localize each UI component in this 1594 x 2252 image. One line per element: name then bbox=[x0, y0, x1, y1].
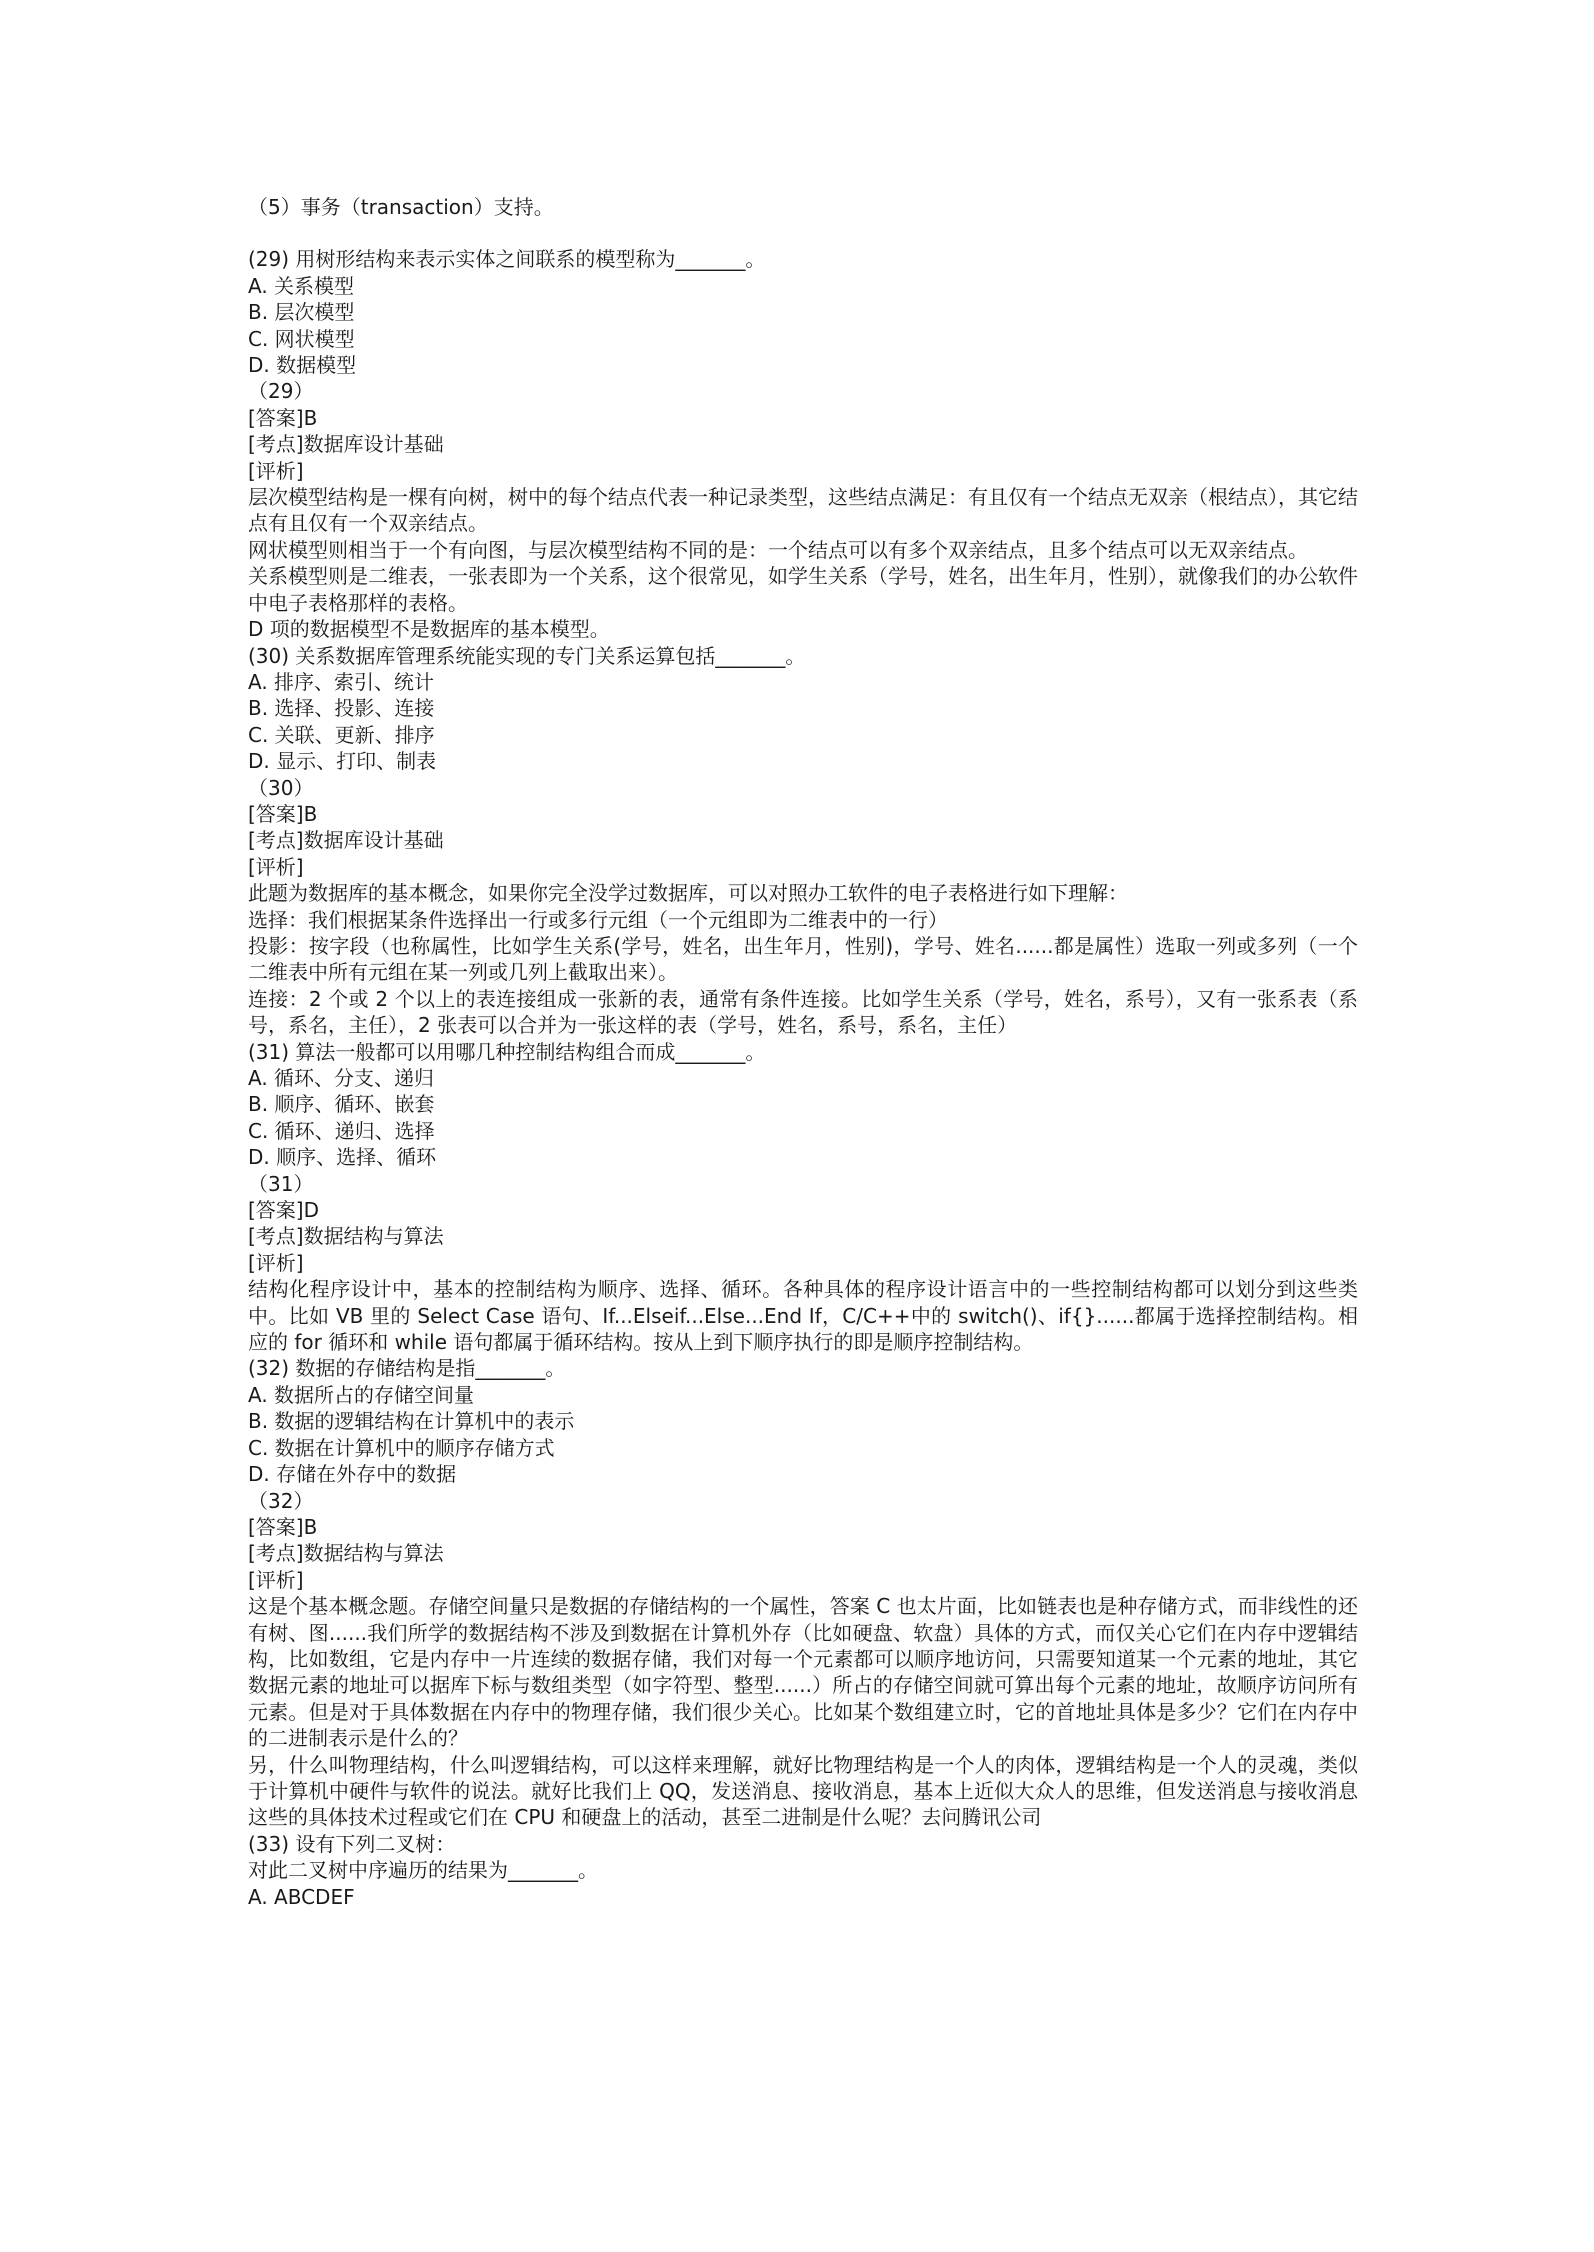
analysis-paragraph: 连接：2 个或 2 个以上的表连接组成一张新的表，通常有条件连接。比如学生关系（学号，姓名，系号），又有一张系表（系号，系名，主任），2 张表可以合并为一张这样的表（学号，姓名，系号，系名，主任） bbox=[248, 986, 1358, 1038]
document-page bbox=[248, 194, 1358, 1910]
analysis-paragraph: 层次模型结构是一棵有向树，树中的每个结点代表一种记录类型，这些结点满足：有且仅有一个结点无双亲（根结点），其它结点有且仅有一个双亲结点。 bbox=[248, 485, 1358, 536]
option-d: D. 显示、打印、制表 bbox=[248, 749, 437, 774]
spacer bbox=[248, 220, 1358, 246]
option-a: A. 循环、分支、递归 bbox=[248, 1066, 435, 1090]
option-b: B. 数据的逻辑结构在计算机中的表示 bbox=[248, 1409, 575, 1434]
analysis-paragraph: 投影：按字段（也称属性，比如学生关系(学号，姓名，出生年月，性别)，学号、姓名......都是属性）选取一列或多列（一个二维表中所有元组在某一列或几列上截取出来）。 bbox=[248, 933, 1358, 985]
option-a: A. 关系模型 bbox=[248, 273, 355, 298]
topic-line: [考点]数据库设计基础 bbox=[248, 828, 444, 853]
analysis-paragraph: 结构化程序设计中，基本的控制结构为顺序、选择、循环。各种具体的程序设计语言中的一些控制结构都可以划分到这些类中。比如 VB 里的 Select Case 语句、If...Elseif...Else...End If，C/C++中的 switch()、if{}......都属于选择控制结构。相应的 for 循环和 while 语句都属于循环结构。按从上到下顺序执行的即是顺序控制结构。 bbox=[248, 1277, 1358, 1355]
topic-line: [考点]数据结构与算法 bbox=[248, 1541, 444, 1566]
question-stem: (31) 算法一般都可以用哪几种控制结构组合而成_______。 bbox=[248, 1039, 766, 1064]
option-c: C. 数据在计算机中的顺序存储方式 bbox=[248, 1435, 555, 1460]
analysis-label: [评析] bbox=[248, 1567, 304, 1592]
topic-line: [考点]数据库设计基础 bbox=[248, 432, 444, 457]
analysis-paragraph: 此题为数据库的基本概念，如果你完全没学过数据库，可以对照办工软件的电子表格进行如下理解： bbox=[248, 881, 1128, 906]
analysis-label: [评析] bbox=[248, 1250, 304, 1275]
option-b: B. 选择、投影、连接 bbox=[248, 696, 435, 721]
option-c: C. 网状模型 bbox=[248, 326, 355, 351]
topic-line: [考点]数据结构与算法 bbox=[248, 1224, 444, 1249]
question-number-label: （31） bbox=[248, 1171, 314, 1196]
question-31 bbox=[248, 1039, 1358, 1356]
analysis-paragraph: 网状模型则相当于一个有向图，与层次模型结构不同的是：一个结点可以有多个双亲结点，且多个结点可以无双亲结点。 bbox=[248, 537, 1308, 562]
question-stem: (33) 设有下列二叉树： bbox=[248, 1831, 456, 1856]
question-number-label: （29） bbox=[248, 379, 314, 404]
option-b: B. 顺序、循环、嵌套 bbox=[248, 1092, 435, 1117]
question-number-label: （30） bbox=[248, 775, 314, 800]
option-a: A. 排序、索引、统计 bbox=[248, 669, 435, 694]
option-a: A. ABCDEF bbox=[248, 1884, 355, 1909]
answer-line: [答案]B bbox=[248, 405, 318, 430]
analysis-label: [评析] bbox=[248, 854, 304, 879]
analysis-label: [评析] bbox=[248, 458, 304, 483]
analysis-paragraph: 关系模型则是二维表，一张表即为一个关系，这个很常见，如学生关系（学号，姓名，出生年月，性别），就像我们的办公软件中电子表格那样的表格。 bbox=[248, 564, 1358, 615]
question-prompt: 对此二叉树中序遍历的结果为_______。 bbox=[248, 1858, 598, 1883]
option-d: D. 数据模型 bbox=[248, 353, 357, 378]
option-d: D. 存储在外存中的数据 bbox=[248, 1462, 457, 1487]
question-30 bbox=[248, 643, 1358, 1039]
answer-line: [答案]D bbox=[248, 1198, 320, 1223]
answer-line: [答案]B bbox=[248, 801, 318, 826]
intro-line: （5）事务（transaction）支持。 bbox=[248, 195, 554, 219]
question-number-label: （32） bbox=[248, 1488, 314, 1513]
question-stem: (29) 用树形结构来表示实体之间联系的模型称为_______。 bbox=[248, 247, 766, 272]
analysis-paragraph: D 项的数据模型不是数据库的基本模型。 bbox=[248, 617, 610, 642]
option-c: C. 关联、更新、排序 bbox=[248, 722, 435, 747]
analysis-paragraph: 选择：我们根据某条件选择出一行或多行元组（一个元组即为二维表中的一行） bbox=[248, 907, 948, 932]
answer-line: [答案]B bbox=[248, 1514, 318, 1539]
option-c: C. 循环、递归、选择 bbox=[248, 1118, 435, 1143]
question-stem: (32) 数据的存储结构是指_______。 bbox=[248, 1356, 566, 1381]
question-stem: (30) 关系数据库管理系统能实现的专门关系运算包括_______。 bbox=[248, 643, 806, 668]
option-d: D. 顺序、选择、循环 bbox=[248, 1145, 437, 1170]
analysis-paragraph: 另，什么叫物理结构，什么叫逻辑结构，可以这样来理解，就好比物理结构是一个人的肉体，逻辑结构是一个人的灵魂，类似于计算机中硬件与软件的说法。就好比我们上 QQ，发送消息、接收消息，基本上近似大众人的思维，但发送消息与接收消息这些的具体技术过程或它们在 CPU 和硬盘上的活动，甚至二进制是什么呢？去问腾讯公司 bbox=[248, 1752, 1358, 1830]
option-a: A. 数据所占的存储空间量 bbox=[248, 1382, 475, 1407]
question-32 bbox=[248, 1355, 1358, 1830]
option-b: B. 层次模型 bbox=[248, 300, 355, 325]
analysis-paragraph: 这是个基本概念题。存储空间量只是数据的存储结构的一个属性，答案 C 也太片面，比如链表也是种存储方式，而非线性的还有树、图......我们所学的数据结构不涉及到数据在计算机外存（比如硬盘、软盘）具体的方式，而仅关心它们在内存中逻辑结构，比如数组，它是内存中一片连续的数据存储，我们对每一个元素都可以顺序地访问，只需要知道某一个元素的地址，其它数据元素的地址可以据库下标与数组类型（如字符型、整型......）所占的存储空间就可算出每个元素的地址，故顺序访问所有元素。但是对于具体数据在内存中的物理存储，我们很少关心。比如某个数组建立时，它的首地址具体是多少？它们在内存中的二进制表示是什么的？ bbox=[248, 1594, 1358, 1751]
question-33 bbox=[248, 1831, 1358, 1910]
question-29 bbox=[248, 246, 1358, 642]
